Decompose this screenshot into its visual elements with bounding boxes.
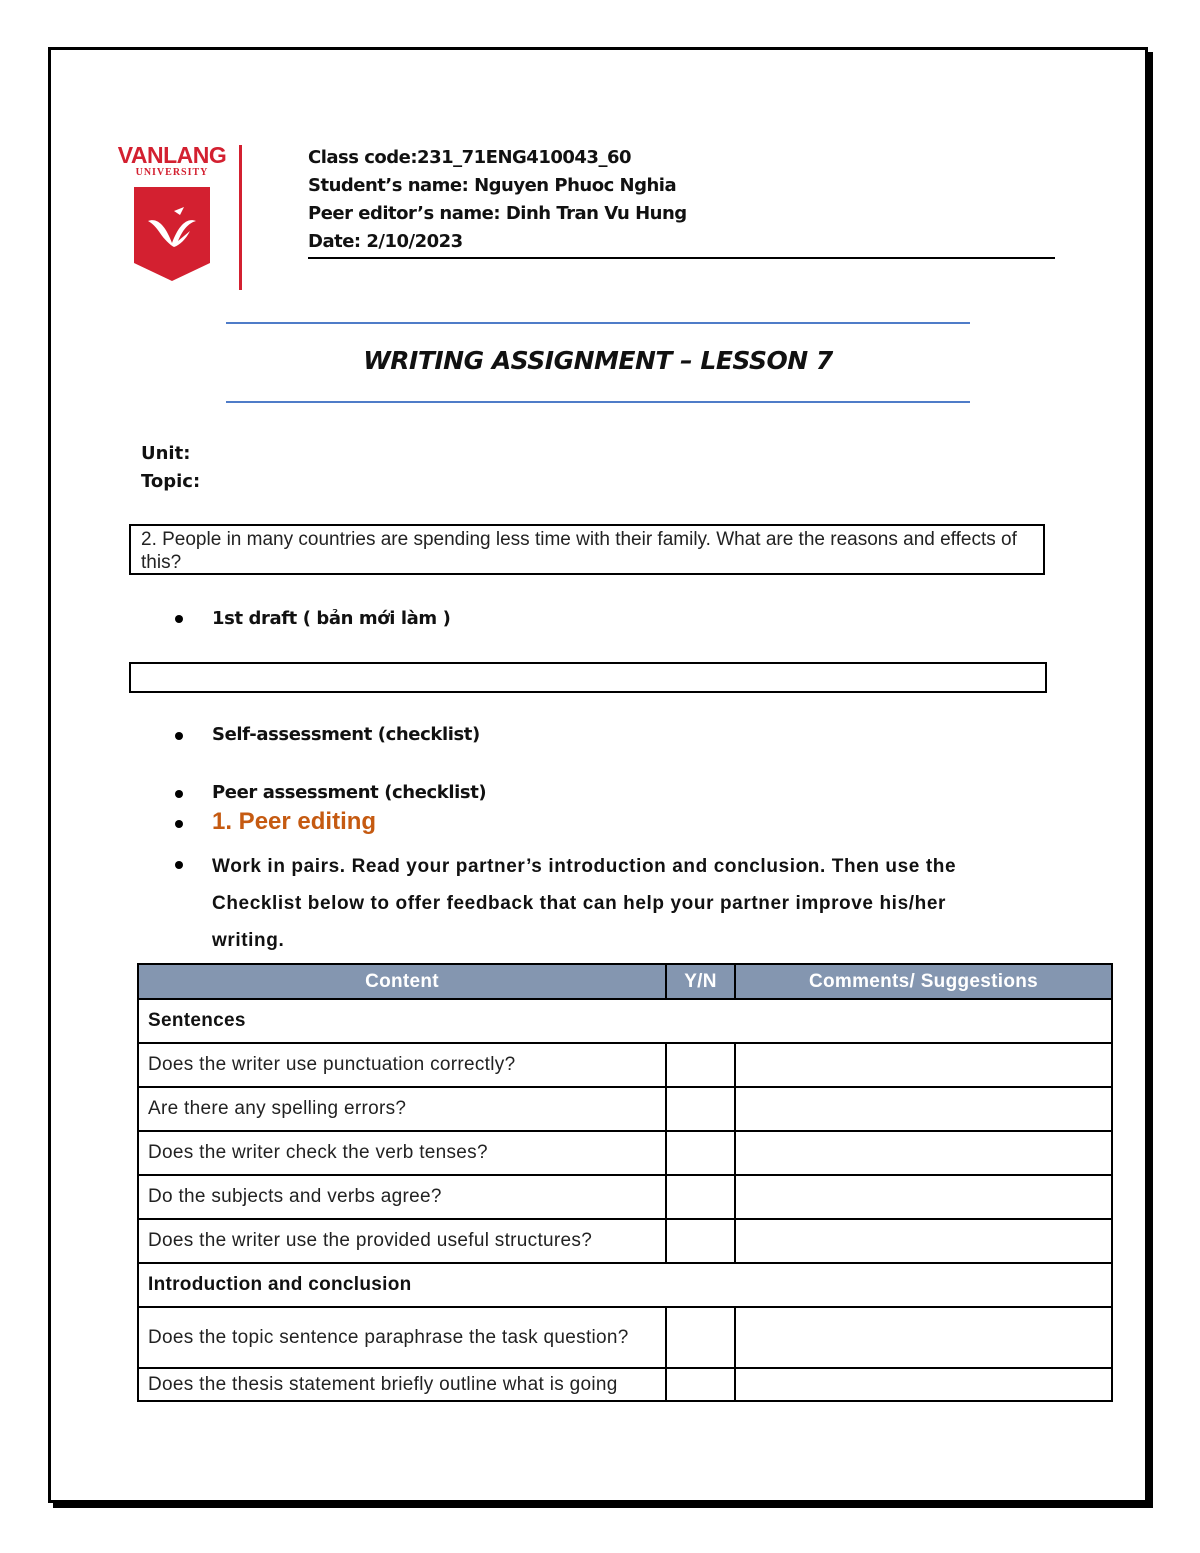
comment-cell[interactable] xyxy=(735,1175,1112,1219)
yn-cell[interactable] xyxy=(666,1087,735,1131)
header-rule xyxy=(308,257,1055,259)
header-content: Content xyxy=(138,964,666,999)
peer-editing-heading: 1. Peer editing xyxy=(212,808,377,835)
bullet-icon xyxy=(175,615,183,623)
class-code: Class code:231_71ENG410043_60 xyxy=(308,147,631,168)
instructions-text: Work in pairs. Read your partner’s introduction and conclusion. Then use the Checklist below to offer feedback that can help your partner improve his/her writing. xyxy=(212,856,957,951)
first-draft-label: 1st draft ( bản mới làm ) xyxy=(212,608,451,629)
unit-label: Unit: xyxy=(141,443,191,464)
question-cell: Does the thesis statement briefly outline what is going xyxy=(138,1368,666,1401)
topic-label: Topic: xyxy=(141,471,201,492)
comment-cell[interactable] xyxy=(735,1368,1112,1401)
table-row xyxy=(138,1307,1112,1368)
question-cell: Do the subjects and verbs agree? xyxy=(138,1175,666,1219)
table-row xyxy=(138,1368,1112,1401)
question-cell: Does the writer use the provided useful structures? xyxy=(138,1219,666,1263)
table-row xyxy=(138,1043,1112,1087)
table-header-row xyxy=(138,964,1112,999)
question-cell: Are there any spelling errors? xyxy=(138,1087,666,1131)
yn-cell[interactable] xyxy=(666,1175,735,1219)
vanlang-logo xyxy=(114,142,234,292)
bullet-icon xyxy=(175,861,183,869)
header-comments: Comments/ Suggestions xyxy=(735,964,1112,999)
header-info xyxy=(308,144,1053,256)
section-row xyxy=(138,999,1112,1043)
peer-assessment-label: Peer assessment (checklist) xyxy=(212,782,487,803)
question-cell: Does the writer check the verb tenses? xyxy=(138,1131,666,1175)
logo-wordmark: VANLANG xyxy=(117,142,227,168)
table-row xyxy=(138,1087,1112,1131)
table-row xyxy=(138,1131,1112,1175)
yn-cell[interactable] xyxy=(666,1131,735,1175)
comment-cell[interactable] xyxy=(735,1043,1112,1087)
yn-cell[interactable] xyxy=(666,1043,735,1087)
self-assessment-label: Self-assessment (checklist) xyxy=(212,724,480,745)
section-title: Introduction and conclusion xyxy=(138,1263,1112,1307)
page-title: WRITING ASSIGNMENT – LESSON 7 xyxy=(363,346,833,375)
bullet-icon xyxy=(175,820,183,828)
comment-cell[interactable] xyxy=(735,1087,1112,1131)
table-row xyxy=(138,1219,1112,1263)
section-row xyxy=(138,1263,1112,1307)
logo-subtitle: UNIVERSITY xyxy=(135,167,209,178)
student-name: Student’s name: Nguyen Phuoc Nghia xyxy=(308,175,677,196)
yn-cell[interactable] xyxy=(666,1368,735,1401)
section-title: Sentences xyxy=(138,999,1112,1043)
peer-editor-name: Peer editor’s name: Dinh Tran Vu Hung xyxy=(308,203,687,224)
logo-divider xyxy=(239,145,242,290)
prompt-text: 2. People in many countries are spending less time with their family. What are the reasons and effects of this? xyxy=(141,529,1017,573)
header-yn: Y/N xyxy=(666,964,735,999)
date: Date: 2/10/2023 xyxy=(308,231,463,252)
bullet-icon xyxy=(175,732,183,740)
comment-cell[interactable] xyxy=(735,1131,1112,1175)
draft-input-box[interactable] xyxy=(129,662,1047,693)
yn-cell[interactable] xyxy=(666,1219,735,1263)
title-rule-top xyxy=(226,322,970,324)
yn-cell[interactable] xyxy=(666,1307,735,1368)
shield-icon xyxy=(134,187,210,281)
question-cell: Does the writer use punctuation correctly? xyxy=(138,1043,666,1087)
table-row xyxy=(138,1175,1112,1219)
comment-cell[interactable] xyxy=(735,1219,1112,1263)
question-cell: Does the topic sentence paraphrase the task question? xyxy=(138,1307,666,1368)
comment-cell[interactable] xyxy=(735,1307,1112,1368)
title-rule-bottom xyxy=(226,401,970,403)
bullet-icon xyxy=(175,790,183,798)
checklist-table xyxy=(137,963,1113,1402)
